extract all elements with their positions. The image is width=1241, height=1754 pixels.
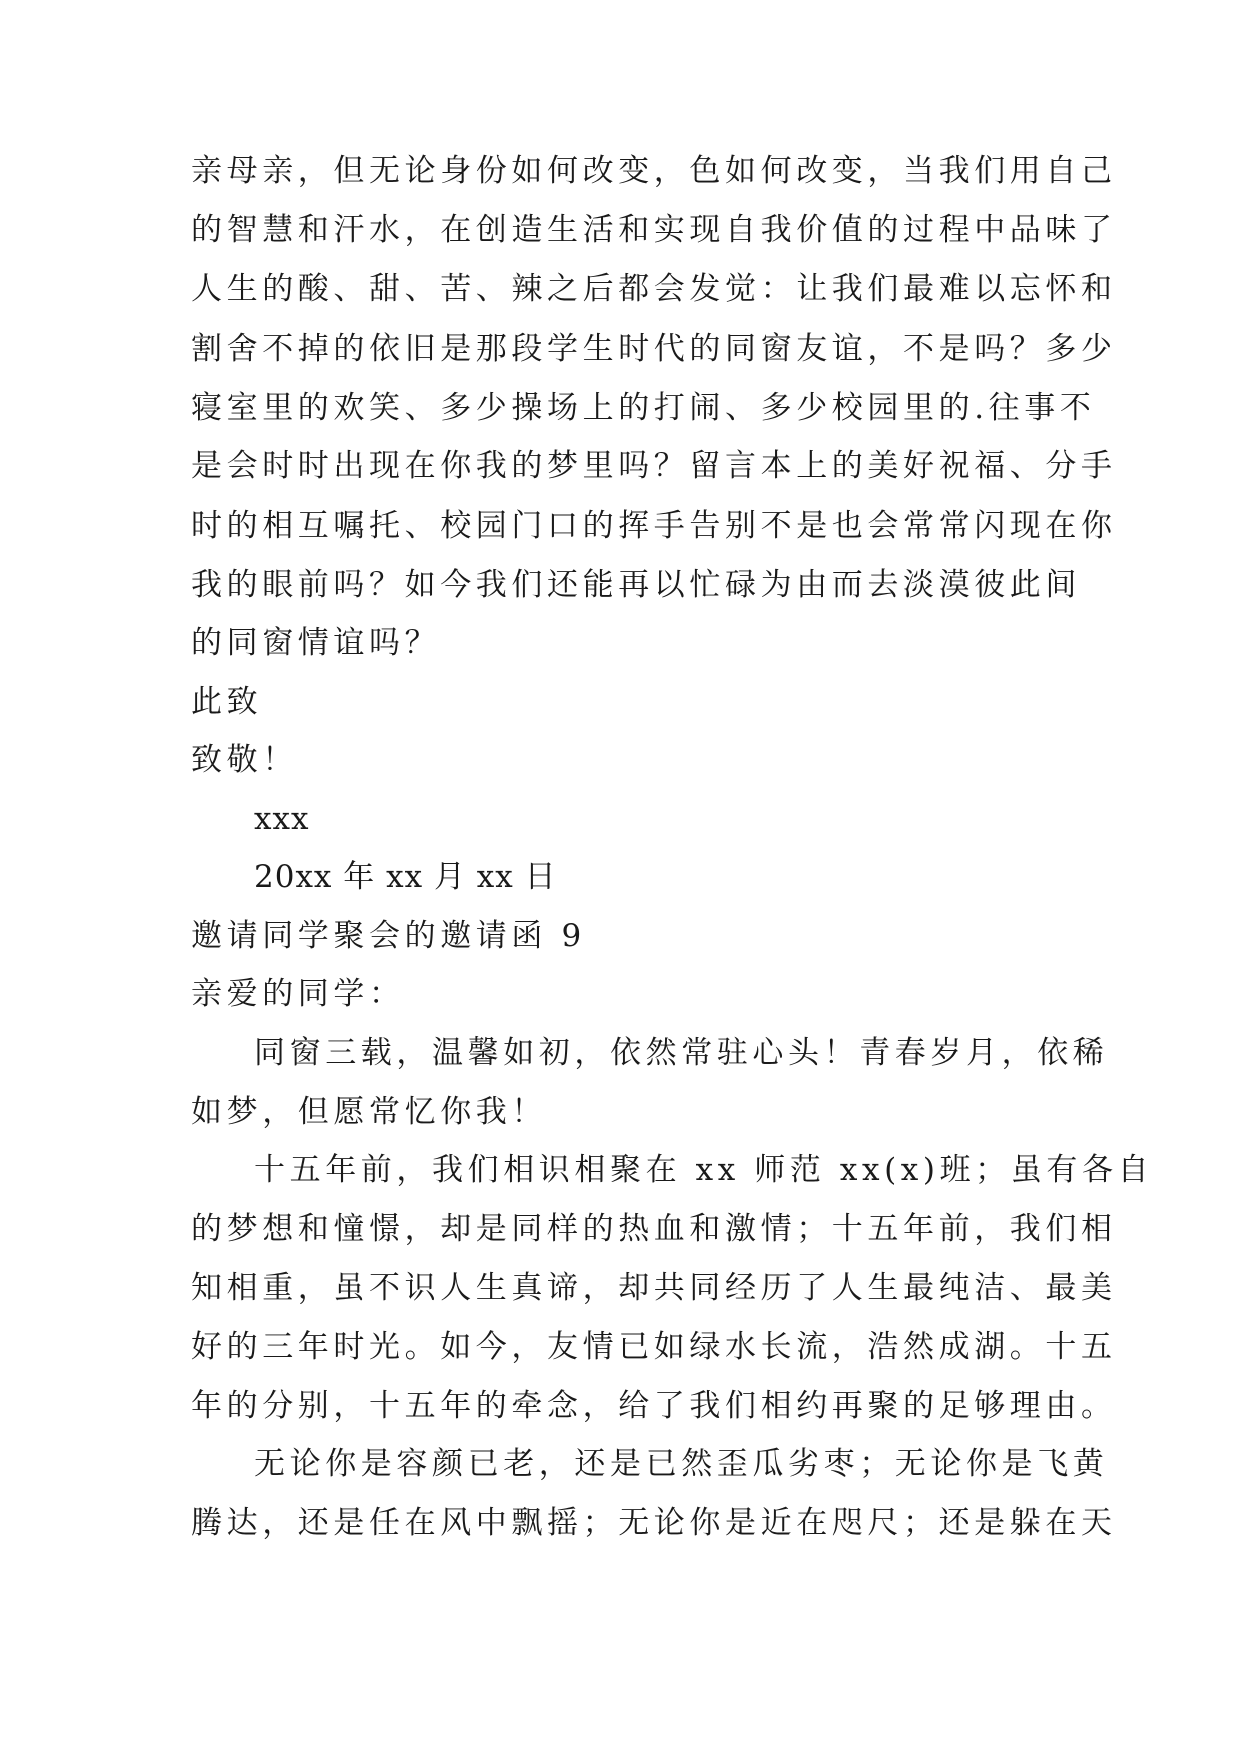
paragraph-1-line: 时的相互嘱托、校园门口的挥手告别不是也会常常闪现在你 [191, 508, 1117, 544]
paragraph-1-line: 我的眼前吗？如今我们还能再以忙碌为由而去淡漠彼此间 [191, 567, 1081, 603]
signature-name: xxx [254, 801, 310, 837]
paragraph-3-line: 年的分别，十五年的牵念，给了我们相约再聚的足够理由。 [191, 1388, 1117, 1424]
paragraph-1-line: 是会时时出现在你我的梦里吗？留言本上的美好祝福、分手 [191, 448, 1117, 484]
paragraph-4-line: 无论你是容颜已老，还是已然歪瓜劣枣；无论你是飞黄 [254, 1446, 1109, 1482]
paragraph-1-line: 亲母亲，但无论身份如何改变，色如何改变，当我们用自己 [191, 153, 1117, 189]
paragraph-2-line: 同窗三载，温馨如初，依然常驻心头！青春岁月，依稀 [254, 1035, 1109, 1071]
paragraph-3-line: 知相重，虽不识人生真谛，却共同经历了人生最纯洁、最美 [191, 1270, 1117, 1306]
paragraph-4-line: 腾达，还是任在风中飘摇；无论你是近在咫尺；还是躲在天 [191, 1505, 1117, 1541]
closing-salutation: 此致 [191, 684, 263, 720]
paragraph-1-line: 割舍不掉的依旧是那段学生时代的同窗友谊，不是吗？多少 [191, 331, 1117, 367]
section-title: 邀请同学聚会的邀请函 9 [191, 918, 586, 954]
paragraph-1-line: 人生的酸、甜、苦、辣之后都会发觉：让我们最难以忘怀和 [191, 271, 1117, 307]
signature-date: 20xx 年 xx 月 xx 日 [254, 859, 557, 895]
paragraph-1-line: 的同窗情谊吗？ [191, 625, 441, 661]
paragraph-1-line: 的智慧和汗水，在创造生活和实现自我价值的过程中品味了 [191, 212, 1117, 248]
paragraph-1-line: 寝室里的欢笑、多少操场上的打闹、多少校园里的.往事不 [191, 390, 1096, 426]
paragraph-3-line: 十五年前，我们相识相聚在 xx 师范 xx(x)班；虽有各自 [254, 1152, 1154, 1188]
salutation: 亲爱的同学： [191, 976, 405, 1012]
paragraph-2-line: 如梦，但愿常忆你我！ [191, 1094, 547, 1130]
paragraph-3-line: 好的三年时光。如今，友情已如绿水长流，浩然成湖。十五 [191, 1329, 1117, 1365]
closing-regards: 致敬！ [191, 742, 298, 778]
paragraph-3-line: 的梦想和憧憬，却是同样的热血和激情；十五年前，我们相 [191, 1211, 1117, 1247]
